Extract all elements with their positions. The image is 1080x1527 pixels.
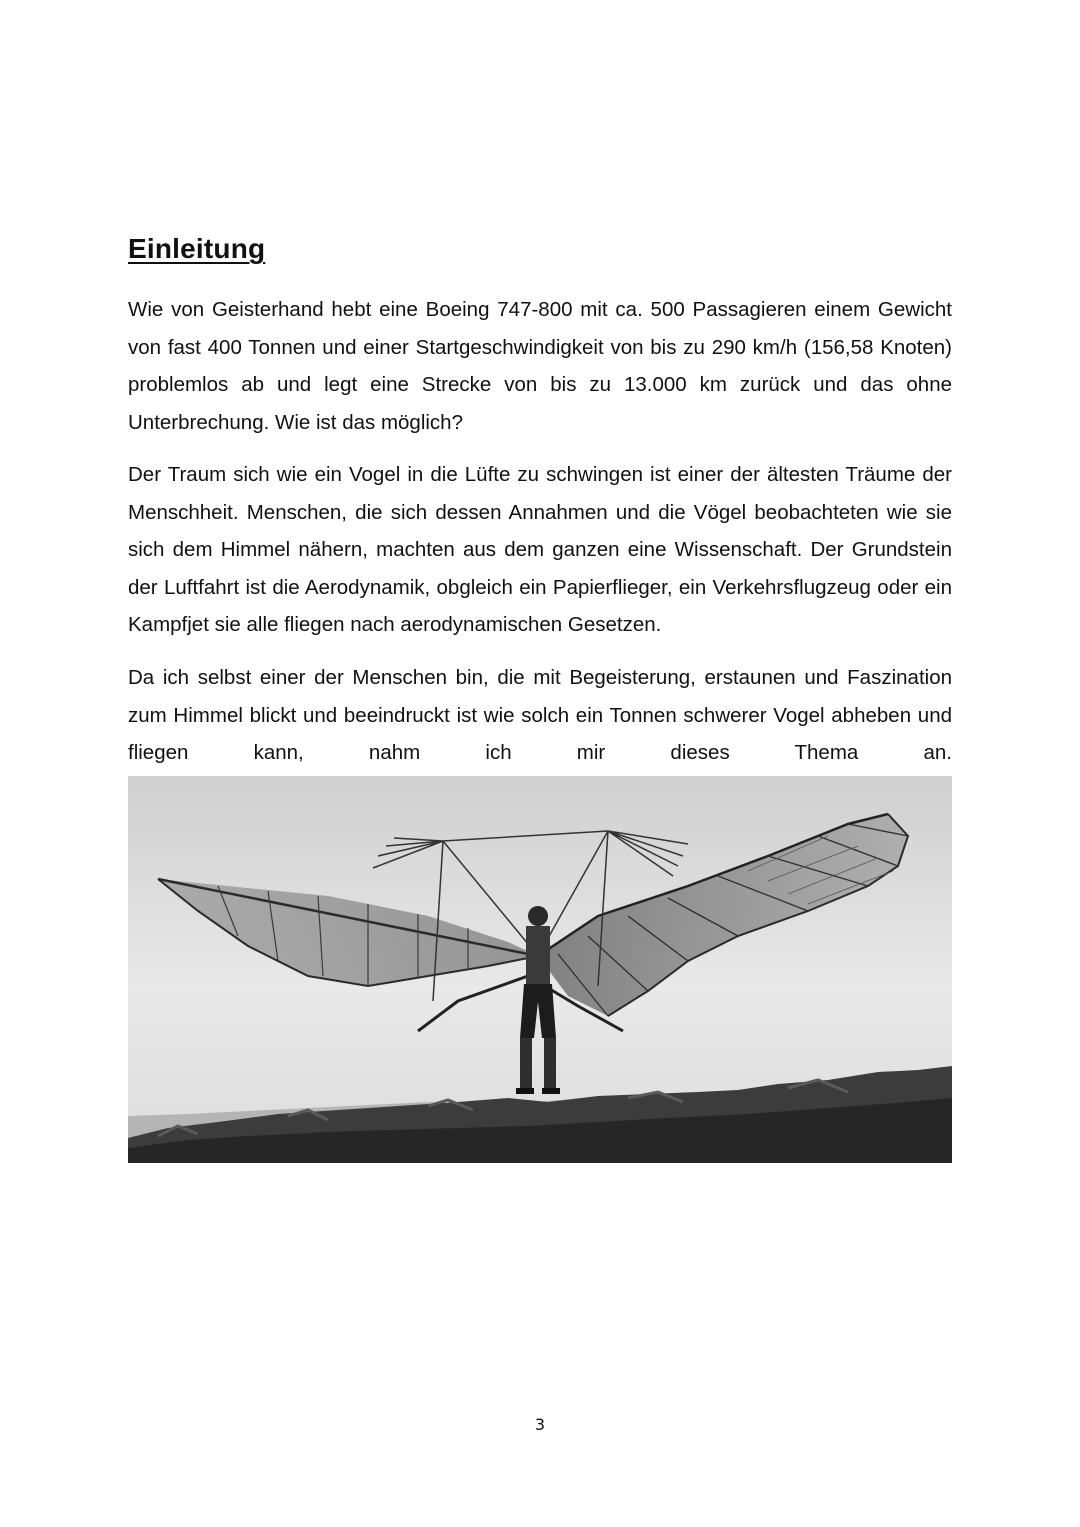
paragraph-3: Da ich selbst einer der Menschen bin, die mit Begeisterung, erstaunen und Faszination zum Himmel blickt und beeindruckt ist wie solch ein Tonnen schwerer Vogel abheben und fliegen kann, nahm ich mir dieses Thema an. <box>128 666 952 764</box>
glider-photo <box>128 776 952 1163</box>
section-heading: Einleitung <box>128 233 266 264</box>
paragraph-1: Wie von Geisterhand hebt eine Boeing 747-800 mit ca. 500 Passagieren einem Gewicht von fast 400 Tonnen und einer Startgeschwindigkeit von bis zu 290 km/h (156,58 Knoten) problemlos ab und legt eine Strecke von bis zu 13.000 km zurück und das ohne Unterbrechung. Wie ist das möglich? <box>128 298 952 434</box>
paragraph-2: Der Traum sich wie ein Vogel in die Lüfte zu schwingen ist einer der ältesten Träume der Menschheit. Menschen, die sich dessen Annahmen und die Vögel beobachteten wie sie sich dem Himmel nähern, machten aus dem ganzen eine Wissenschaft. Der Grundstein der Luftfahrt ist die Aerodynamik, obgleich ein Papierflieger, ein Verkehrsflugzeug oder ein Kampfjet sie alle fliegen nach aerodynamischen Gesetzen. <box>128 463 952 636</box>
page-number: 3 <box>534 1415 546 1434</box>
